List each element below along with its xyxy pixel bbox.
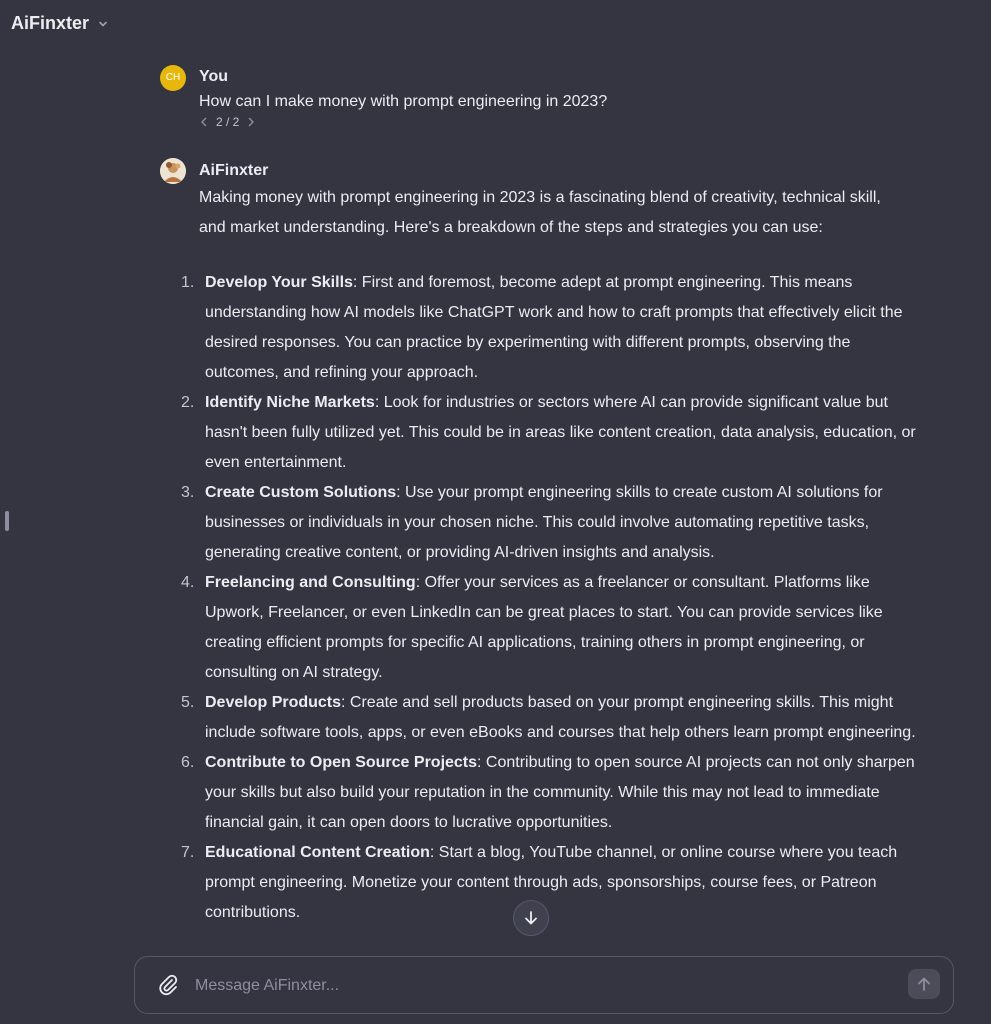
list-item-number: 5. (181, 694, 195, 711)
send-button[interactable] (908, 969, 940, 999)
user-avatar: CH (160, 65, 186, 91)
arrow-up-icon (916, 976, 932, 992)
list-item-body: : Use your prompt engineering skills to create custom AI solutions for businesses or individuals in your chosen niche. This could involve automating repetitive tasks, generating creative content, or providing AI-driven insights and analysis. (205, 484, 883, 561)
scroll-to-bottom-button[interactable] (513, 900, 549, 936)
user-message-text: How can I make money with prompt engineering in 2023? (199, 93, 608, 110)
list-item-body: : Create and sell products based on your prompt engineering skills. This might include software tools, apps, or even eBooks and courses that help others learn prompt engineering. (205, 694, 916, 741)
list-item (181, 748, 916, 838)
list-item-number: 2. (181, 394, 195, 411)
assistant-avatar (160, 158, 186, 184)
message-input[interactable] (193, 971, 887, 1001)
assistant-intro-line-1: Making money with prompt engineering in 2023 is a fascinating blend of creativity, technical skill, (199, 189, 881, 206)
user-author: You (199, 68, 229, 85)
message-pager (200, 115, 255, 129)
list-item-body: : First and foremost, become adept at prompt engineering. This means understanding how AI models like ChatGPT work and how to craft prompts that effectively elicit the desired responses. You can practice by experimenting with different prompts, observing the outcomes, and refining your approach. (205, 274, 903, 381)
assistant-intro-line-2: and market understanding. Here's a breakdown of the steps and strategies you can use: (199, 219, 823, 236)
user-message (160, 65, 940, 145)
list-item (181, 268, 916, 388)
assistant-author: AiFinxter (199, 162, 269, 179)
list-item-title: Develop Products (205, 694, 342, 711)
list-item-body: : Look for industries or sectors where AI can provide significant value but hasn't been fully utilized yet. This could be in areas like content creation, data analysis, education, or even entertainment. (205, 394, 916, 471)
assistant-avatar-image (160, 158, 186, 184)
list-item-number: 1. (181, 274, 195, 291)
list-item-title: Educational Content Creation (205, 844, 430, 861)
app-title: AiFinxter (11, 13, 90, 33)
list-item-title: Create Custom Solutions (205, 484, 397, 501)
sidebar-toggle-handle[interactable] (5, 511, 9, 531)
list-item (181, 388, 916, 478)
list-item-title: Develop Your Skills (205, 274, 353, 291)
list-item-body: : Start a blog, YouTube channel, or online course where you teach prompt engineering. Monetize your content through ads, sponsorships, course fees, or Patreon contributions. (205, 844, 898, 921)
arrow-down-icon (523, 910, 539, 926)
list-item-title: Identify Niche Markets (205, 394, 375, 411)
chevron-down-icon (97, 18, 109, 30)
paperclip-icon[interactable] (157, 973, 179, 997)
list-item-number: 3. (181, 484, 195, 501)
list-item-body: : Offer your services as a freelancer or consultant. Platforms like Upwork, Freelancer, or even LinkedIn can be great places to start. You can provide services like creating efficient prompts for specific AI applications, training others in prompt engineering, or consulting on AI strategy. (205, 574, 883, 681)
message-composer (134, 956, 954, 1014)
list-item-body: : Contributing to open source AI projects can not only sharpen your skills but also build your reputation in the community. While this may not lead to immediate financial gain, it can open doors to lucrative opportunities. (205, 754, 915, 831)
assistant-message (160, 158, 940, 958)
model-selector[interactable] (11, 13, 109, 34)
list-item-title: Freelancing and Consulting (205, 574, 416, 591)
strategy-list (181, 268, 916, 928)
chevron-left-icon[interactable] (200, 117, 208, 127)
list-item-title: Contribute to Open Source Projects (205, 754, 478, 771)
list-item (181, 568, 916, 688)
list-item-number: 4. (181, 574, 195, 591)
list-item-number: 7. (181, 844, 195, 861)
list-item (181, 478, 916, 568)
list-item-number: 6. (181, 754, 195, 771)
chevron-right-icon[interactable] (247, 117, 255, 127)
pager-count: 2 / 2 (216, 115, 240, 129)
list-item (181, 688, 916, 748)
